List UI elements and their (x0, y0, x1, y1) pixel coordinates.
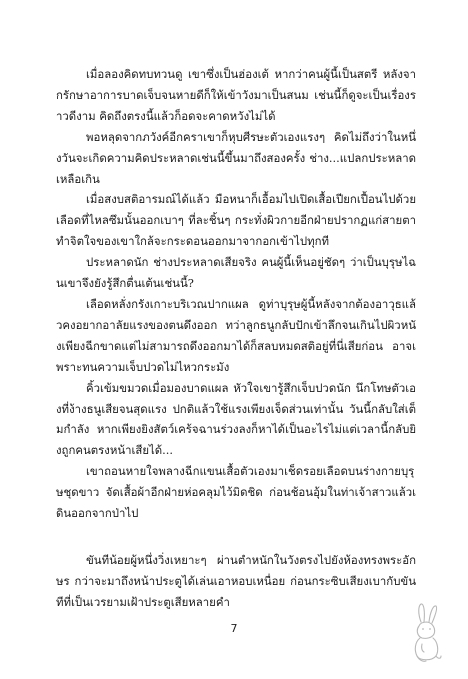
paragraph: ประหลาดนัก ช่างประหลาดเสียจริง คนผู้นี้เห็นอยู่ชัดๆ ว่าเป็นบุรุษไฉนเขาจึงยังรู้สึกตื่นเต้นเช่นนี้? (56, 255, 416, 291)
paragraph: เมื่อลองคิดทบทวนดู เขาซึ่งเป็นฮ่องเต้ หากว่าคนผู้นี้เป็นสตรี หลังจากรักษาอาการบาดเจ็บจนหายดีก็ให้เข้าวังมาเป็นสนม เช่นนี้ก็ดูจะเป็นเรื่องราวดีงาม คิดถึงตรงนี้แล้วก็อดจะคาดหวังไม่ได้ (56, 67, 416, 123)
paragraph: เมื่อสงบสติอารมณ์ได้แล้ว มือหนาก็เอื้อมไปเปิดเสื้อเปียกเปื้อนไปด้วยเลือดที่ไหลซึมนั้นออกเบาๆ ที่ละชิ้นๆ กระทั่งผิวกายอีกฝ่ายปรากฏแก่สายตา ทำจิตใจของเขาใกล้จะกระดอนออกมาจากอกเข้าไปทุกที (56, 192, 416, 249)
paragraph: เขาถอนหายใจพลางฉีกแขนเสื้อตัวเองมาเช็ดรอยเลือดบนร่างกายบุรุษชุดขาว จัดเสื้อผ้าอีกฝ่ายห่อคลุมไว้มิดชิด ก่อนช้อนอุ้มในท่าเจ้าสาวแล้วเดินออกจากป่าไป (56, 464, 416, 521)
paragraph: เลือดหลั่งกรังเกาะบริเวณปากแผล ดูท่าบุรุษผู้นี้หลังจากต้องอาวุธแล้วคงอยากอาลัยแรงของตนดึงออก ทว่าลูกธนูกลับปักเข้าลึกจนเกินไปผิวหนังเพียงฉีกขาดแต่ไม่สามารถดึงออกมาได้ก็สลบหมดสติอยู่ที่นี่เสียก่อน อาจเพราะทนความเจ็บปวดไม่ไหวกระมัง (56, 296, 416, 374)
page-number: 7 (230, 622, 238, 635)
paragraph: ขันทีน้อยผู้หนึ่งวิ่งเหยาะๆ ผ่านตำหนักในวังตรงไปยังห้องทรงพระอักษร กว่าจะมาถึงหน้าประตูได้เล่นเอาหอบเหนื่อย ก่อนกระซิบเสียงเบากับขันทีที่เป็นเวรยามเฝ้าประตูเสียหลายคำ (56, 552, 416, 609)
paragraph: คิ้วเข้มขมวดเมื่อมองบาดแผล หัวใจเขารู้สึกเจ็บปวดนัก นึกโทษตัวเองที่ง้างธนูเสียจนสุดแรง ปกติแล้วใช้แรงเพียงเจ็ดส่วนเท่านั้น วันนี้กลับใส่เต็มกำลัง หากเพียงยิงสัตว์เคร้จฉานร่วงลงก็หาได้เป็นอะไรไม่แต่เวลานี้กลับยิงถูกคนตรงหน้าเสียได้... (56, 380, 416, 458)
rabbit-icon (408, 602, 446, 664)
paragraph: พอหลุดจากภวังค์อีกคราเขาก็หุบศีรษะตัวเองแรงๆ คิดไม่ถึงว่าในหนึ่งวันจะเกิดความคิดประหลาดเช่นนี้ขึ้นมาถึงสองครั้ง ช่าง...แปลกประหลาดเหลือเกิน (56, 129, 416, 186)
body-text (56, 64, 416, 613)
